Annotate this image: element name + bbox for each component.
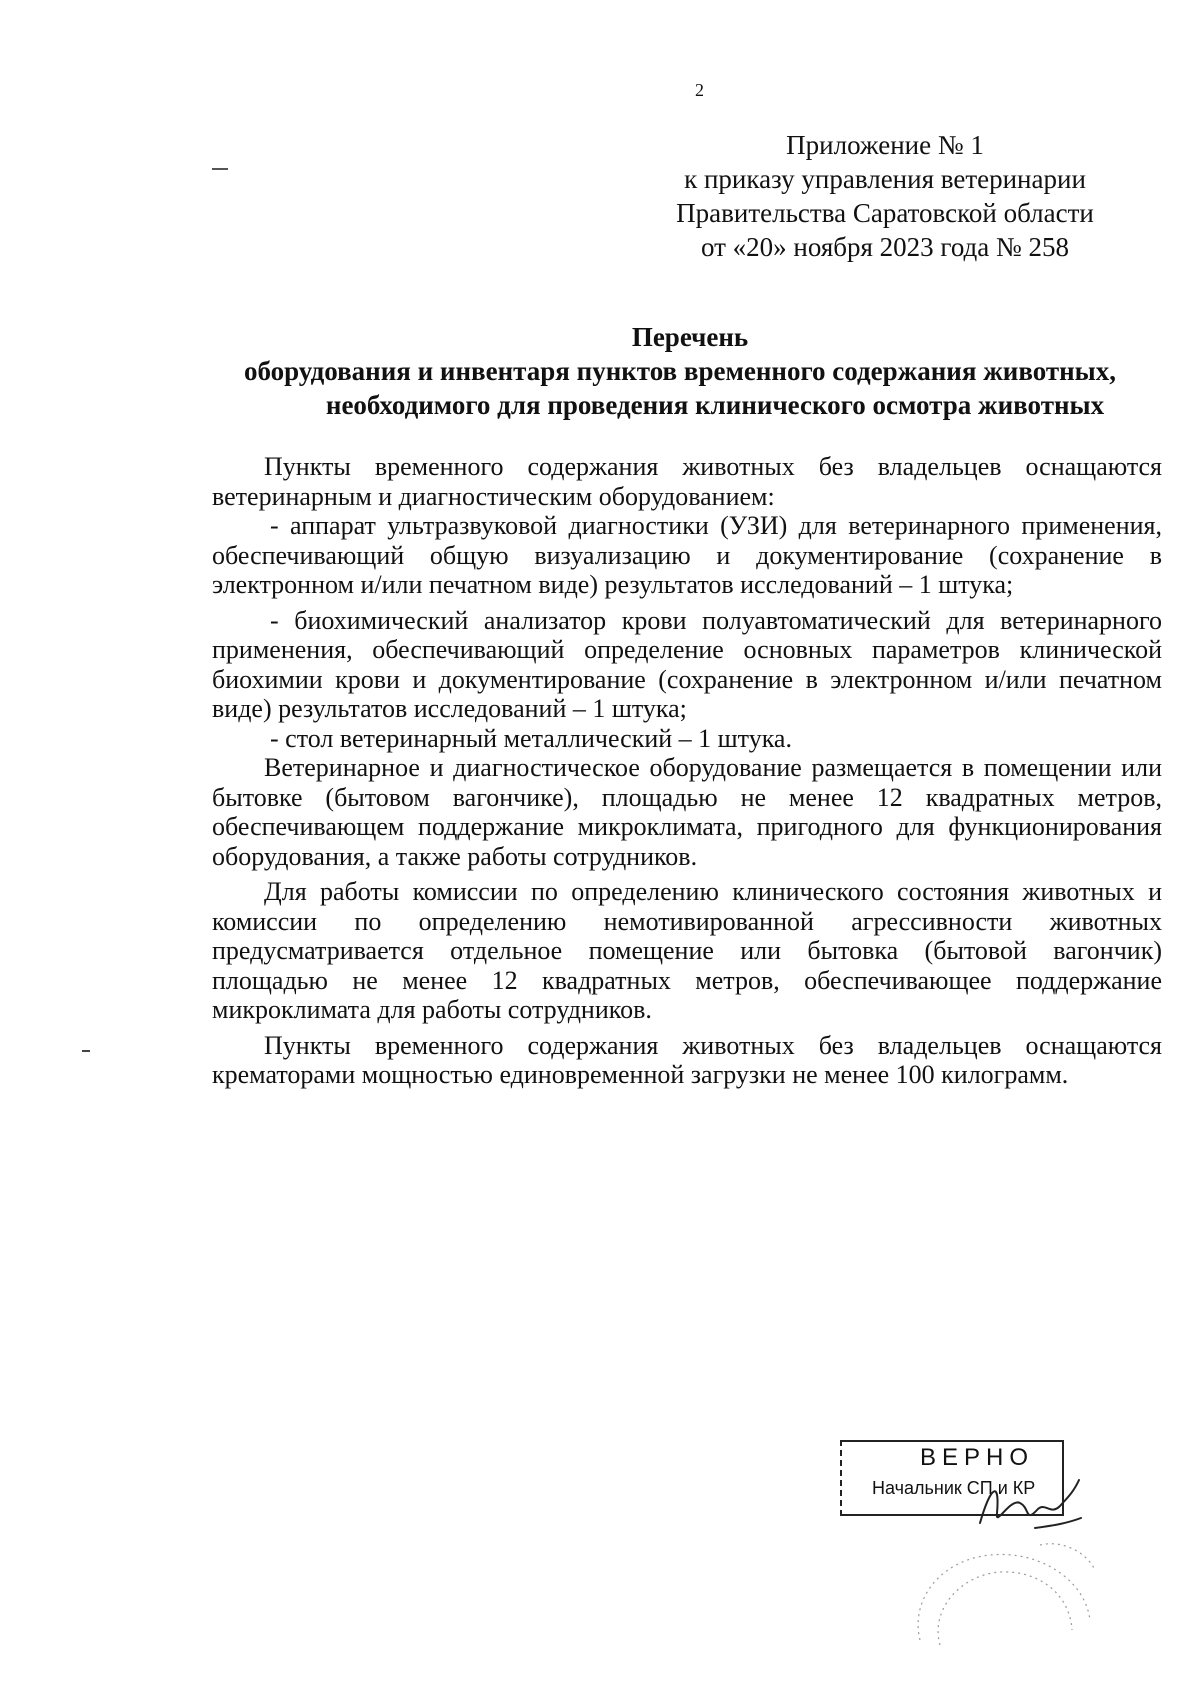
title-line-3: необходимого для проведения клинического осмотра животных (325, 390, 1105, 420)
scan-speck (82, 1050, 90, 1052)
paragraph-intro: Пункты временного содержания животных без владельцев оснащаются ветеринарным и диагностическим оборудованием: (212, 452, 1162, 511)
document-body (212, 452, 1162, 1090)
list-item-table: - стол ветеринарный металлический – 1 штука. (270, 723, 792, 753)
paragraph-placement: Ветеринарное и диагностическое оборудование размещается в помещении или бытовке (бытовом вагончике), площадью не менее 12 квадратных метров, обеспечивающем поддержание микроклимата, пригодного для функционирования оборудования, а также работы сотрудников. (212, 753, 1162, 871)
list-item-analyzer: - биохимический анализатор крови полуавтоматический для ветеринарного применения, обеспечивающий определение основных параметров клинической биохимии крови и документирование (сохранение в электронном и/или печатном виде) результатов исследований – 1 штука; (212, 605, 1162, 723)
appendix-line-3: Правительства Саратовской области (676, 198, 1094, 228)
list-item-ultrasound: - аппарат ультразвуковой диагностики (УЗИ) для ветеринарного применения, обеспечивающий общую визуализацию и документирование (сохранение в электронном и/или печатном виде) результатов исследований – 1 штука; (212, 511, 1162, 599)
title-line-1: Перечень (631, 322, 749, 352)
appendix-line-2: к приказу управления ветеринарии (684, 164, 1086, 194)
paragraph-cremators: Пункты временного содержания животных без владельцев оснащаются крематорами мощностью единовременной загрузки не менее 100 килограмм. (212, 1030, 1162, 1089)
document-title (200, 320, 1160, 422)
appendix-line-1: Приложение № 1 (786, 130, 984, 160)
page-number: 2 (695, 80, 704, 100)
stamp-word: ВЕРНО (920, 1444, 1035, 1471)
title-line-2: оборудования и инвентаря пунктов временного содержания животных, (243, 356, 1117, 386)
appendix-line-4: от «20» ноября 2023 года № 258 (700, 232, 1070, 262)
scan-speck (212, 168, 228, 170)
stamp-role: Начальник СП и КР (872, 1478, 1036, 1498)
handwritten-signature (975, 1468, 1085, 1538)
faded-seal (900, 1540, 1100, 1650)
appendix-block (650, 128, 1120, 264)
paragraph-commission: Для работы комиссии по определению клинического состояния животных и комиссии по определению немотивированной агрессивности животных предусматривается отдельное помещение или бытовка (бытовой вагончик) площадью не менее 12 квадратных метров, обеспечивающее поддержание микроклимата для работы сотрудников. (212, 877, 1162, 1024)
